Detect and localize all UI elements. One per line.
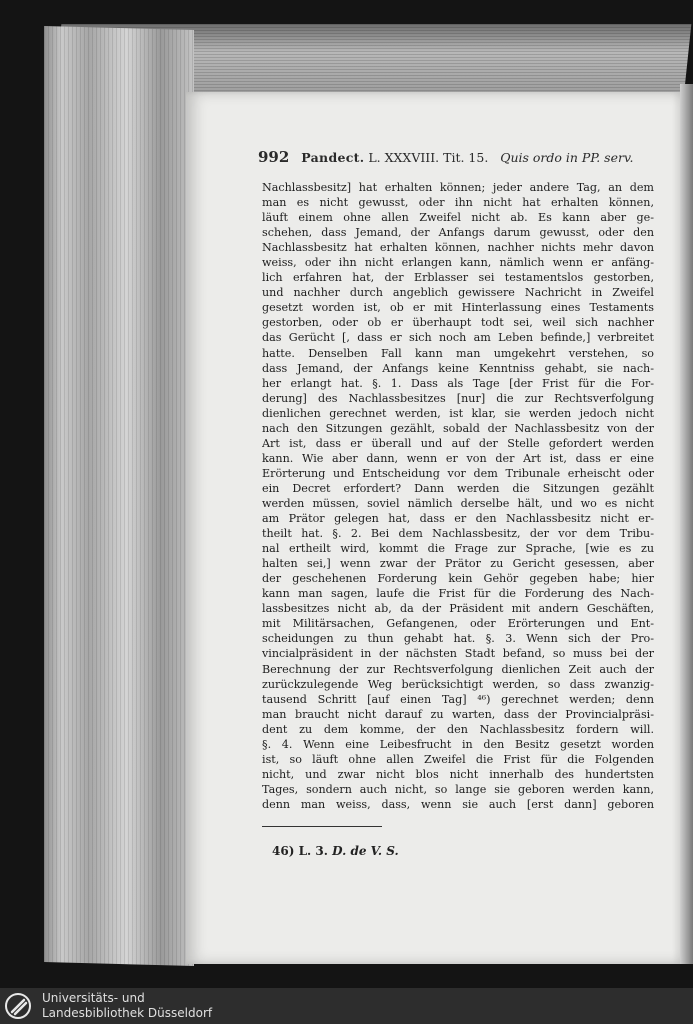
- text-line: nicht, und zwar nicht blos nicht innerhalb des hundertsten: [262, 767, 654, 781]
- text-line: gesetzt worden ist, ob er mit Hinterlassung eines Testaments: [262, 301, 654, 315]
- library-logo-icon: [4, 992, 32, 1020]
- text-line: der geschehenen Forderung kein Gehör gegeben habe; hier: [262, 572, 654, 586]
- library-name-line1: Universitäts- und: [42, 991, 145, 1005]
- text-line: gestorben, oder ob er überhaupt todt sei, weil sich nachher: [262, 316, 654, 330]
- text-line: das Gerücht [, dass er sich noch am Leben befinde,] verbreitet: [262, 331, 654, 345]
- text-line: ist, so läuft ohne allen Zweifel die Frist für die Folgenden: [262, 752, 654, 766]
- header-book-title: L. XXXVIII. Tit. 15.: [368, 150, 489, 165]
- header-running-title: Quis ordo in PP. serv.: [500, 150, 634, 165]
- text-line: mit Militärsachen, Gefangenen, oder Erörterungen und Ent-: [262, 617, 654, 631]
- text-line: vincialpräsident in der nächsten Stadt befand, so muss bei der: [262, 647, 654, 661]
- text-line: läuft einem ohne allen Zweifel nicht ab. Es kann aber ge-: [262, 211, 654, 225]
- text-line: lassbesitzes nicht ab, da der Präsident mit andern Geschäften,: [262, 602, 654, 616]
- footnote: [272, 844, 399, 858]
- text-line: Berechnung der zur Rechtsverfolgung dienlichen Zeit auch der: [262, 662, 654, 676]
- running-header: [258, 148, 658, 168]
- text-line: man braucht nicht darauf zu warten, dass der Provincialpräsi-: [262, 707, 654, 721]
- text-line: hatte. Denselben Fall kann man umgekehrt verstehen, so: [262, 346, 654, 360]
- text-line: scheidungen zu thun gehabt hat. §. 3. Wenn sich der Pro-: [262, 632, 654, 646]
- text-line: nal ertheilt wird, kommt die Frage zur Sprache, [wie es zu: [262, 542, 654, 556]
- text-line: ein Decret erfordert? Dann werden die Sitzungen gezählt: [262, 481, 654, 495]
- footnote-ref-de: de: [350, 844, 367, 858]
- book-right-edge: [680, 84, 693, 964]
- page-number: 992: [258, 148, 290, 166]
- text-line: Erörterung und Entscheidung vor dem Tribunale erheischt oder: [262, 466, 654, 480]
- text-line: Tages, sondern auch nicht, so lange sie geboren werden kann,: [262, 782, 654, 796]
- text-line: her erlangt hat. §. 1. Dass als Tage [der Frist für die For-: [262, 376, 654, 390]
- header-pandect: Pandect.: [301, 150, 365, 165]
- text-line: Nachlassbesitz hat erhalten können, nachher nichts mehr davon: [262, 241, 654, 255]
- text-line: denn man weiss, dass, wenn sie auch [erst dann] geboren: [262, 797, 654, 811]
- text-line: §. 4. Wenn eine Leibesfrucht in den Besitz gesetzt worden: [262, 737, 654, 751]
- text-line: werden müssen, soviel nämlich derselbe hält, und wo es nicht: [262, 496, 654, 510]
- text-line: kann man sagen, laufe die Frist für die Forderung des Nach-: [262, 587, 654, 601]
- text-line: am Prätor gelegen hat, dass er den Nachlassbesitz nicht er-: [262, 512, 654, 526]
- body-text: [262, 180, 654, 812]
- text-line: dass Jemand, der Anfangs keine Kenntniss gehabt, sie nach-: [262, 361, 654, 375]
- text-line: Art ist, dass er überall und auf der Stelle gefordert werden: [262, 436, 654, 450]
- footnote-rule: [262, 826, 382, 827]
- text-line: man es nicht gewusst, oder ihn nicht hat erhalten können,: [262, 196, 654, 210]
- footnote-ref-l: L. 3.: [298, 844, 328, 858]
- text-line: und nachher durch angeblich gewissere Nachricht in Zweifel: [262, 286, 654, 300]
- text-line: schehen, dass Jemand, der Anfangs darum gewusst, oder den: [262, 226, 654, 240]
- text-line: lich erfahren hat, der Erblasser sei testamentslos gestorben,: [262, 271, 654, 285]
- text-line: weiss, oder ihn nicht erlangen kann, nämlich wenn er anfäng-: [262, 256, 654, 270]
- library-name-line2: Landesbibliothek Düsseldorf: [42, 1006, 213, 1020]
- text-line: nach den Sitzungen gezählt, sobald der Nachlassbesitz von der: [262, 421, 654, 435]
- text-line: Nachlassbesitz] hat erhalten können; jeder andere Tag, an dem: [262, 181, 654, 194]
- text-line: dent zu dem komme, der den Nachlassbesitz fordern will.: [262, 722, 654, 736]
- footnote-number: 46): [272, 844, 295, 858]
- text-line: kann. Wie aber dann, wenn er von der Art ist, dass er eine: [262, 451, 654, 465]
- text-line: halten sei,] wenn zwar der Prätor zu Gericht gesessen, aber: [262, 557, 654, 571]
- text-line: derung] des Nachlassbesitzes [nur] die zur Rechtsverfolgung: [262, 391, 654, 405]
- library-name: [42, 991, 212, 1021]
- book-page-edges: [44, 26, 194, 966]
- text-line: zurückzulegende Weg berücksichtigt werden, so dass zwanzig-: [262, 677, 654, 691]
- text-line: theilt hat. §. 2. Bei dem Nachlassbesitz, der vor dem Tribu-: [262, 527, 654, 541]
- text-line: tausend Schritt [auf einen Tag] ⁴⁶) gerechnet werden; denn: [262, 692, 654, 706]
- text-line: dienlichen gerechnet werden, ist klar, sie werden jedoch nicht: [262, 406, 654, 420]
- footnote-ref-d: D.: [332, 844, 347, 858]
- footnote-ref-vs: V. S.: [370, 844, 399, 858]
